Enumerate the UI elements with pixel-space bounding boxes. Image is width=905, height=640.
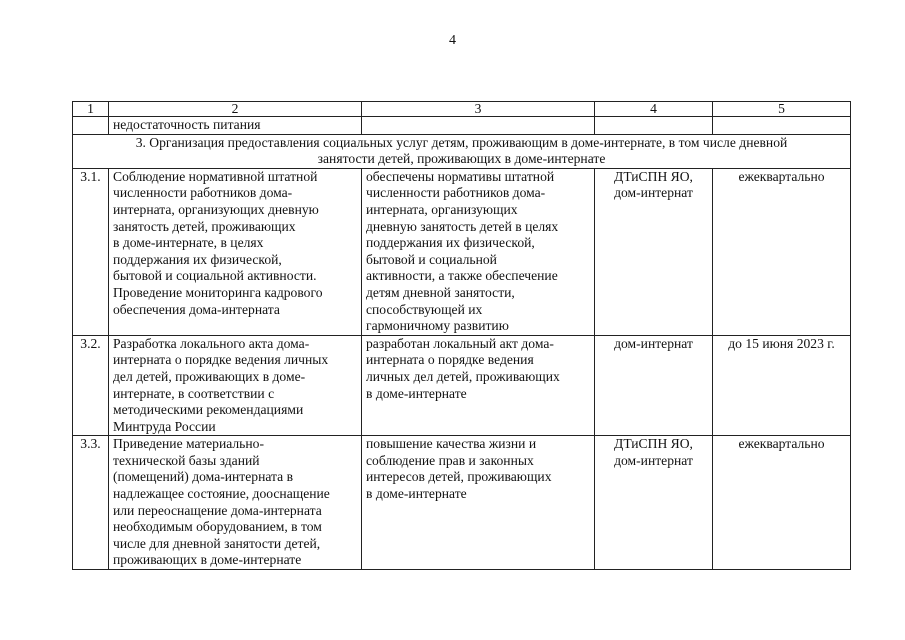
row-measure: Приведение материально- технической базы зданий (помещений) дома-интерната в надлежащее состояние, дооснащение или переоснащение дома-интерната необходимым оборудованием, в том числе для дневной занятости детей, проживающих в доме-интернате: [109, 436, 362, 570]
row-number: 3.2.: [73, 335, 109, 436]
header-col-1: 1: [73, 102, 109, 117]
continuation-row: [73, 117, 851, 135]
table-header-row: [73, 102, 851, 117]
row-responsible: дом-интернат: [595, 335, 713, 436]
section-row: [73, 134, 851, 168]
row-number: 3.1.: [73, 168, 109, 335]
continuation-empty-4: [595, 117, 713, 135]
section-title: 3. Организация предоставления социальных услуг детям, проживающим в доме-интернате, в том числе дневной занятости детей, проживающих в доме-интернате: [73, 134, 851, 168]
header-col-5: 5: [713, 102, 851, 117]
row-responsible: ДТиСПН ЯО, дом-интернат: [595, 168, 713, 335]
row-deadline: до 15 июня 2023 г.: [713, 335, 851, 436]
header-col-2: 2: [109, 102, 362, 117]
table-row: [73, 436, 851, 570]
row-measure: Разработка локального акта дома- интерната о порядке ведения личных дел детей, проживающих в доме- интернате, в соответствии с методическими рекомендациями Минтруда России: [109, 335, 362, 436]
table-row: [73, 335, 851, 436]
row-responsible: ДТиСПН ЯО, дом-интернат: [595, 436, 713, 570]
table-row: [73, 168, 851, 335]
row-result: разработан локальный акт дома- интерната о порядке ведения личных дел детей, проживающих в доме-интернате: [362, 335, 595, 436]
row-measure: Соблюдение нормативной штатной численности работников дома- интерната, организующих дневную занятость детей, проживающих в доме-интернате, в целях поддержания их физической, бытовой и социальной активности. Проведение мониторинга кадрового обеспечения дома-интерната: [109, 168, 362, 335]
page-number: 4: [449, 33, 456, 48]
continuation-empty-5: [713, 117, 851, 135]
header-col-3: 3: [362, 102, 595, 117]
continuation-num: [73, 117, 109, 135]
row-deadline: ежеквартально: [713, 168, 851, 335]
row-number: 3.3.: [73, 436, 109, 570]
action-plan-table: [72, 101, 851, 570]
row-result: повышение качества жизни и соблюдение прав и законных интересов детей, проживающих в доме-интернате: [362, 436, 595, 570]
continuation-empty-3: [362, 117, 595, 135]
row-result: обеспечены нормативы штатной численности работников дома- интерната, организующих дневную занятость детей в целях поддержания их физической, бытовой и социальной активности, а также обеспечение детям дневной занятости, способствующей их гармоничному развитию: [362, 168, 595, 335]
continuation-text: недостаточность питания: [109, 117, 362, 135]
header-col-4: 4: [595, 102, 713, 117]
row-deadline: ежеквартально: [713, 436, 851, 570]
